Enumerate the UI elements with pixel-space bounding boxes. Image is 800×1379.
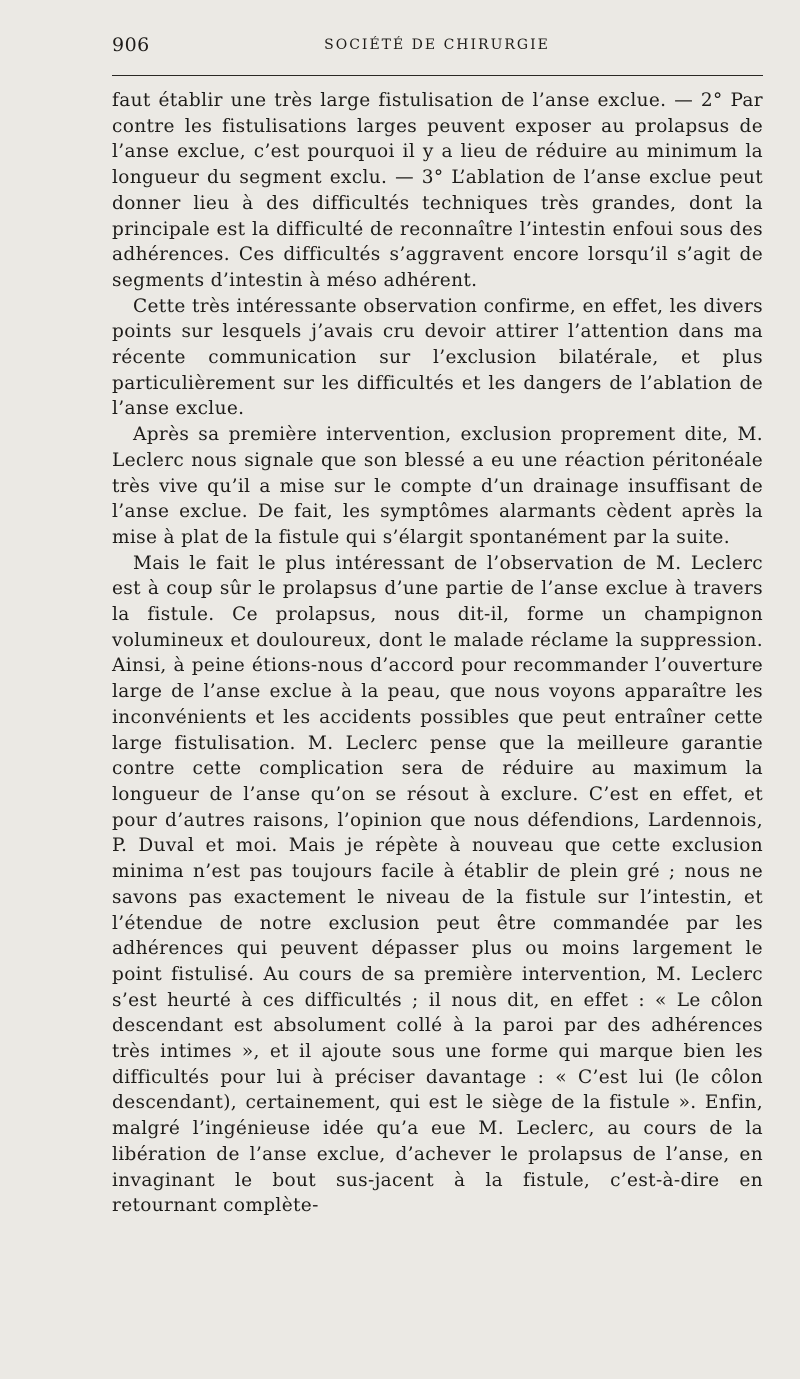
page-header xyxy=(112,34,762,64)
paragraph-continued: faut établir une très large fistulisation de l’anse exclue. — 2° Par contre les fistulisations larges peuvent exposer au prolapsus de l’anse exclue, c’est pourquoi il y a lieu de réduire au minimum la longueur du segment exclu. — 3° L’ablation de l’anse exclue peut donner lieu à des difficultés techniques très grandes, dont la principale est la difficulté de reconnaître l’intestin enfoui sous des adhérences. Ces difficultés s’aggravent encore lorsqu’il s’agit de segments d’intestin à méso adhérent. xyxy=(112,90,763,291)
paragraph: Après sa première intervention, exclusion proprement dite, M. Leclerc nous signale que son blessé a eu une réaction péritonéale très vive qu’il a mise sur le compte d’un drainage insuffisant de l’anse exclue. De fait, les symptômes alarmants cèdent après la mise à plat de la fistule qui s’élargit spontanément par la suite. xyxy=(112,424,763,548)
running-title: SOCIÉTÉ DE CHIRURGIE xyxy=(324,37,550,53)
paragraph: Cette très intéressante observation confirme, en effet, les divers points sur lesquels j’avais cru devoir attirer l’attention dans ma récente communication sur l’exclusion bilatérale, et plus particulièrement sur les difficultés et les dangers de l’ablation de l’anse exclue. xyxy=(112,295,763,420)
header-rule xyxy=(112,75,763,76)
paragraph: Mais le fait le plus intéressant de l’observation de M. Leclerc est à coup sûr le prolapsus d’une partie de l’anse exclue à travers la fistule. Ce prolapsus, nous dit-il, forme un champignon volumineux et douloureux, dont le malade réclame la suppression. Ainsi, à peine étions-nous d’accord pour recommander l’ouverture large de l’anse exclue à la peau, que nous voyons apparaître les inconvénients et les accidents possibles que peut entraîner cette large fistulisation. M. Leclerc pense que la meilleure garantie contre cette complication sera de réduire au maximum la longueur de l’anse qu’on se résout à exclure. C’est en effet, et pour d’autres raisons, l’opinion que nous défendions, Lardennois, P. Duval et moi. Mais je répète à nouveau que cette exclusion minima n’est pas toujours facile à établir de plein gré ; nous ne savons pas exactement le niveau de la fistule sur l’intestin, et l’étendue de notre exclusion peut être commandée par les adhérences qui peuvent dépasser plus ou moins largement le point fistulisé. Au cours de sa première intervention, M. Leclerc s’est heurté à ces difficultés ; il nous dit, en effet : « Le côlon descendant est absolument collé à la paroi par des adhérences très intimes », et il ajoute sous une forme qui marque bien les difficultés pour lui à préciser davantage : « C’est lui (le côlon descendant), certainement, qui est le siège de la fistule ». Enfin, malgré l’ingénieuse idée qu’a eue M. Leclerc, au cours de la libération de l’anse exclue, d’achever le prolapsus de l’anse, en invaginant le bout sus-jacent à la fistule, c’est-à-dire en retournant complète- xyxy=(112,552,763,1217)
page-number: 906 xyxy=(112,34,150,56)
body-text xyxy=(112,88,763,1219)
